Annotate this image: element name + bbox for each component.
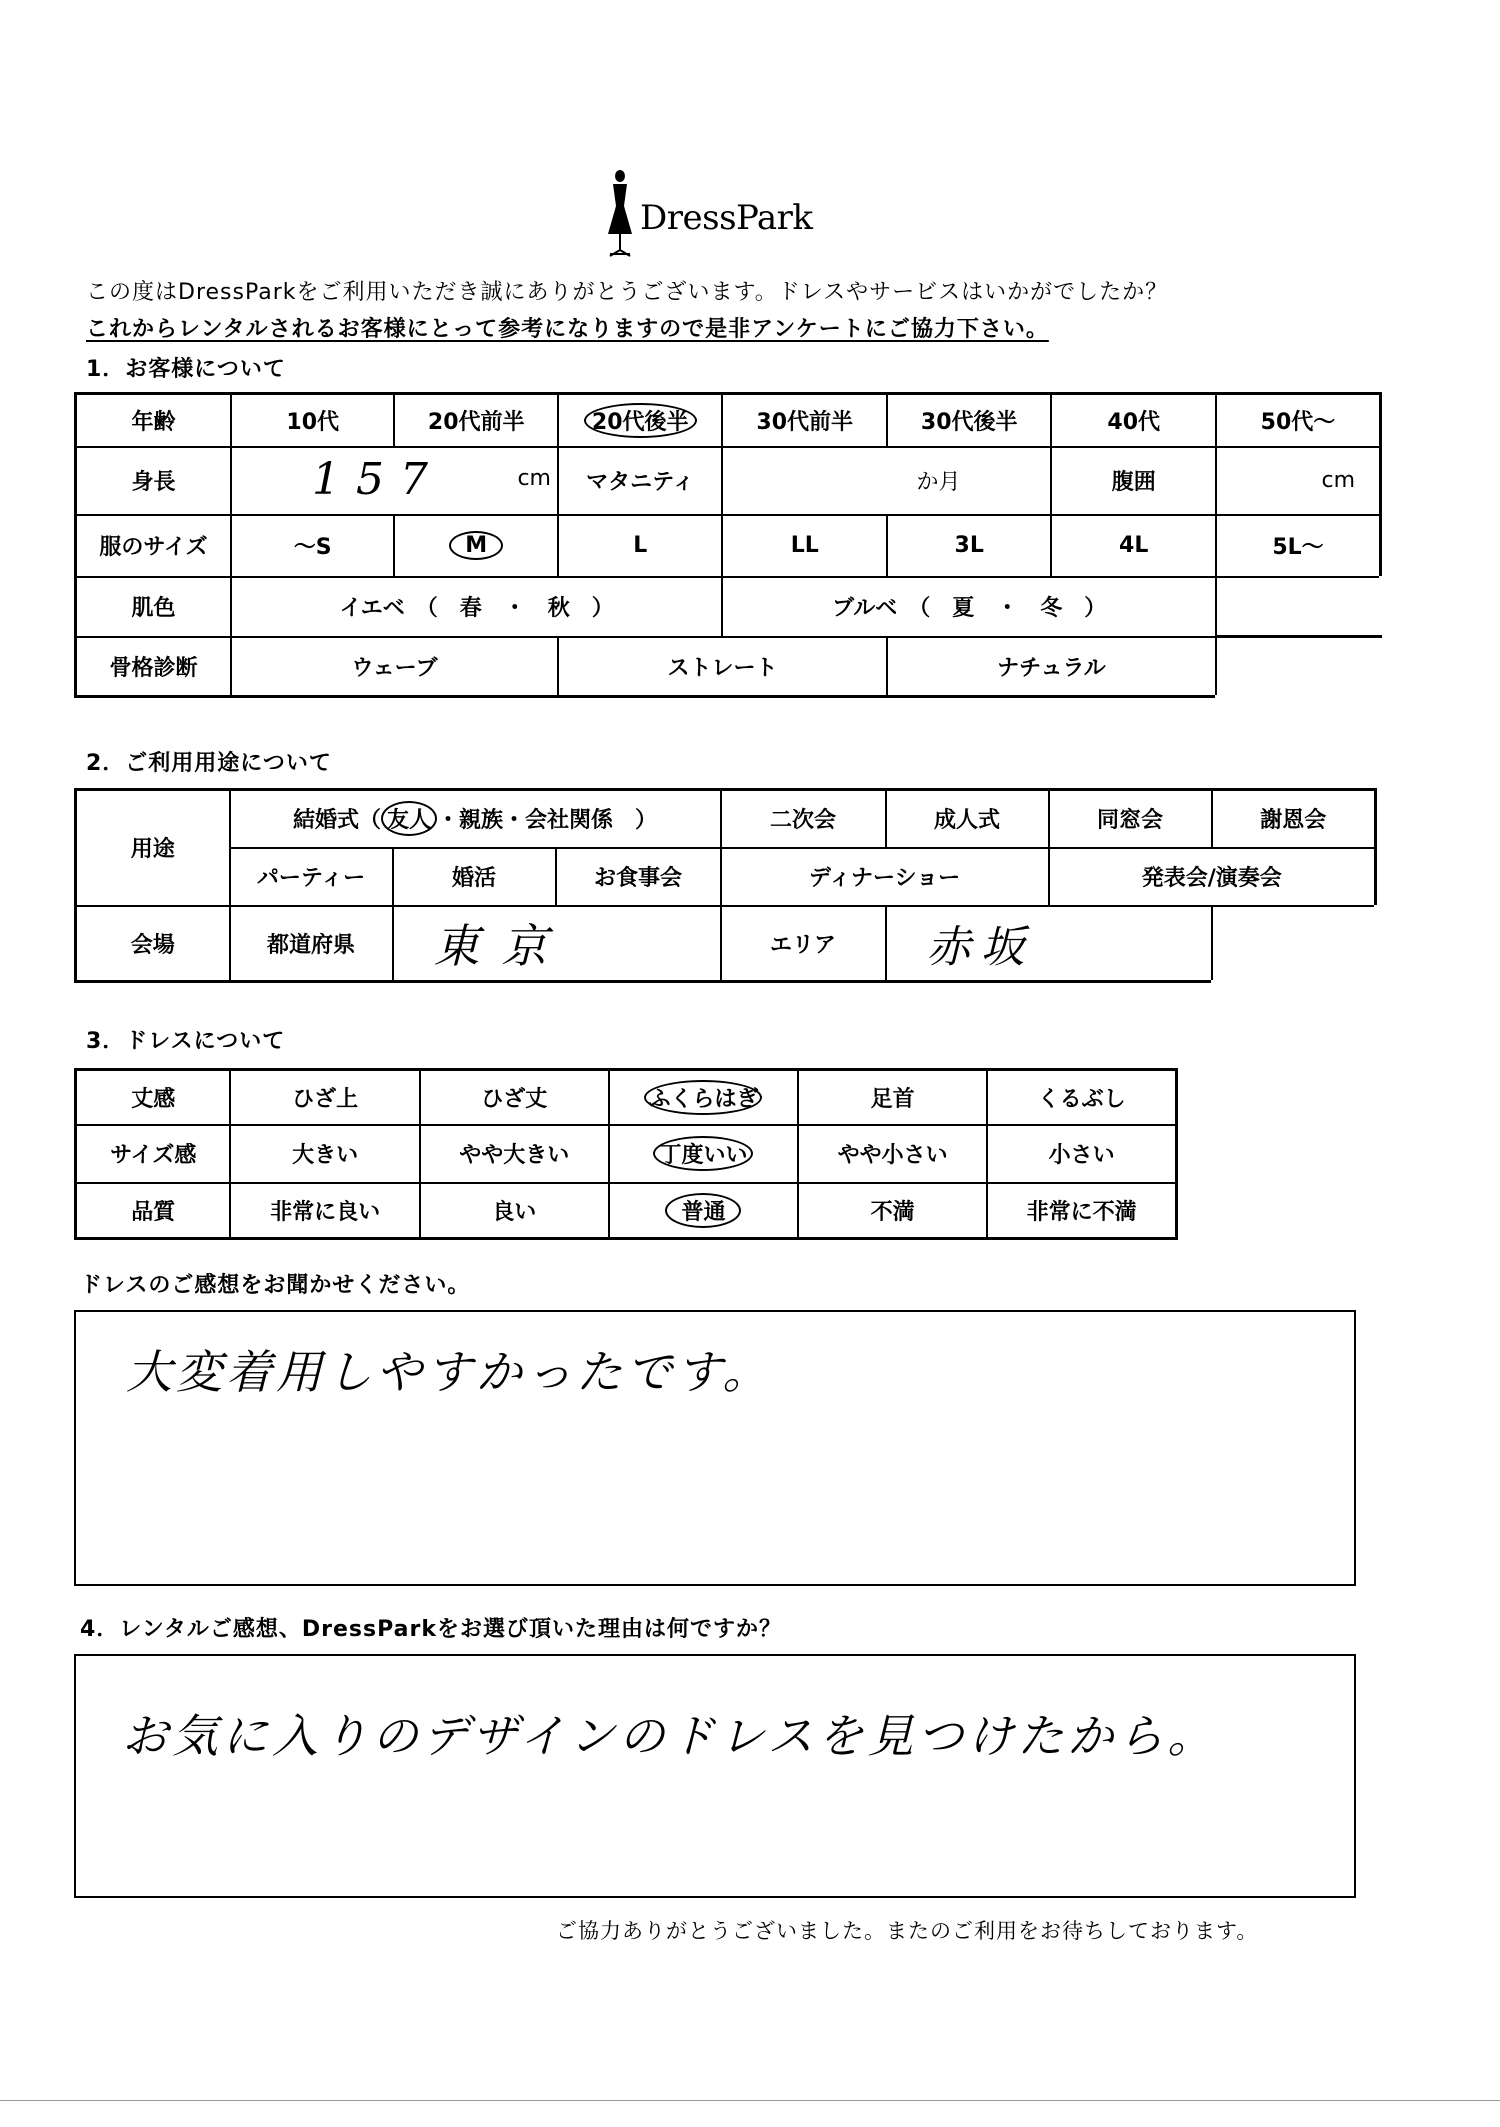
intro-text: この度はDressParkをご利用いただき誠にありがとうございます。ドレスやサービスはいかがでしたか？ xyxy=(86,280,1169,305)
size-option-selected[interactable] xyxy=(394,515,558,577)
quality-option[interactable]: 不満 xyxy=(798,1183,987,1239)
size-option[interactable]: 5L～ xyxy=(1216,515,1381,577)
quality-option[interactable]: 良い xyxy=(420,1183,609,1239)
selection-mark: 友人 xyxy=(381,801,437,836)
fit-label: サイズ感 xyxy=(76,1125,231,1183)
height-field[interactable] xyxy=(231,447,558,515)
waist-label: 腹囲 xyxy=(1051,447,1216,515)
section2-title: 2．ご利用用途について xyxy=(86,751,332,776)
age-option[interactable]: 30代前半 xyxy=(722,394,887,447)
quality-option[interactable]: 非常に良い xyxy=(230,1183,419,1239)
quality-option-selected[interactable] xyxy=(609,1183,798,1239)
length-option[interactable]: ひざ上 xyxy=(230,1070,419,1125)
usage-option[interactable]: 発表会/演奏会 xyxy=(1049,848,1376,906)
age-option[interactable]: 20代前半 xyxy=(394,394,558,447)
height-unit: cm xyxy=(517,465,551,491)
fit-option-selected[interactable] xyxy=(609,1125,798,1183)
page-edge-line xyxy=(0,2100,1500,2101)
usage-row-2 xyxy=(76,848,1376,906)
age-option[interactable]: 10代 xyxy=(231,394,395,447)
size-option[interactable]: LL xyxy=(722,515,887,577)
venue-label: 会場 xyxy=(76,906,230,982)
size-option[interactable]: L xyxy=(558,515,723,577)
frame-label: 骨格診断 xyxy=(76,637,231,697)
height-value: 157 xyxy=(311,453,444,505)
usage-option[interactable]: 成人式 xyxy=(886,790,1049,848)
closing-thanks: ご協力ありがとうございました。またのご利用をお待ちしております。 xyxy=(556,1919,1259,1943)
selection-mark: 普通 xyxy=(665,1193,741,1228)
height-row xyxy=(76,447,1381,515)
usage-row-1 xyxy=(76,790,1376,848)
wedding-rest: ・親族・会社関係 ） xyxy=(437,808,658,834)
fit-option[interactable]: やや大きい xyxy=(420,1125,609,1183)
empty-cell xyxy=(1212,906,1376,982)
skin-yellow-option[interactable]: イエベ （ 春 ・ 秋 ） xyxy=(231,577,723,637)
length-option[interactable]: 足首 xyxy=(798,1070,987,1125)
size-option[interactable]: ～S xyxy=(231,515,395,577)
age-row xyxy=(76,394,1381,447)
empty-cell xyxy=(1216,577,1381,637)
age-option[interactable]: 40代 xyxy=(1051,394,1216,447)
dresspark-logo xyxy=(600,168,860,258)
length-row xyxy=(76,1070,1177,1125)
wedding-prefix: 結婚式（ xyxy=(292,808,381,834)
usage-option[interactable]: お食事会 xyxy=(556,848,721,906)
selection-mark: 20代後半 xyxy=(584,403,697,438)
size-option[interactable]: 3L xyxy=(887,515,1052,577)
intro-request: これからレンタルされるお客様にとって参考になりますので是非アンケートにご協力下さい。 xyxy=(86,317,1049,342)
skin-label: 肌色 xyxy=(76,577,231,637)
usage-option[interactable]: 謝恩会 xyxy=(1212,790,1376,848)
selection-mark: 丁度いい xyxy=(653,1136,753,1171)
length-option-selected[interactable] xyxy=(609,1070,798,1125)
empty-cell xyxy=(1216,637,1381,697)
dress-table xyxy=(74,1068,1178,1240)
usage-option[interactable]: 二次会 xyxy=(721,790,886,848)
usage-label: 用途 xyxy=(76,790,230,906)
frame-option[interactable]: ストレート xyxy=(558,637,887,697)
usage-option[interactable]: 同窓会 xyxy=(1049,790,1212,848)
quality-label: 品質 xyxy=(76,1183,231,1239)
age-option-selected[interactable] xyxy=(558,394,723,447)
usage-option[interactable]: パーティー xyxy=(230,848,393,906)
comment-prompt: ドレスのご感想をお聞かせください。 xyxy=(80,1273,471,1298)
age-option[interactable]: 50代～ xyxy=(1216,394,1381,447)
customer-table xyxy=(74,392,1382,698)
reason-answer-box[interactable] xyxy=(74,1654,1356,1898)
frame-option[interactable]: ナチュラル xyxy=(887,637,1216,697)
waist-unit[interactable]: cm xyxy=(1216,447,1381,515)
skin-row xyxy=(76,577,1381,637)
usage-table xyxy=(74,788,1377,983)
length-option[interactable]: くるぶし xyxy=(987,1070,1176,1125)
fit-option[interactable]: 小さい xyxy=(987,1125,1176,1183)
prefecture-label: 都道府県 xyxy=(230,906,393,982)
section1-title: 1．お客様について xyxy=(86,357,286,382)
age-option[interactable]: 30代後半 xyxy=(887,394,1052,447)
selection-mark: M xyxy=(449,531,503,560)
length-label: 丈感 xyxy=(76,1070,231,1125)
wedding-option[interactable] xyxy=(230,790,721,848)
section4-title: 4．レンタルご感想、DressParkをお選び頂いた理由は何ですか？ xyxy=(80,1617,782,1642)
age-label: 年齢 xyxy=(76,394,231,447)
selection-mark: ふくらはぎ xyxy=(644,1080,762,1115)
brand-name: DressPark xyxy=(640,198,813,238)
dress-form-icon xyxy=(600,168,640,258)
size-row xyxy=(76,515,1381,577)
dress-comment-box[interactable] xyxy=(74,1310,1356,1586)
maternity-unit[interactable]: か月 xyxy=(722,447,1051,515)
fit-option[interactable]: 大きい xyxy=(230,1125,419,1183)
area-field[interactable]: 赤坂 xyxy=(886,906,1212,982)
frame-option[interactable]: ウェーブ xyxy=(231,637,558,697)
usage-option[interactable]: ディナーショー xyxy=(721,848,1049,906)
fit-option[interactable]: やや小さい xyxy=(798,1125,987,1183)
quality-option[interactable]: 非常に不満 xyxy=(987,1183,1176,1239)
height-label: 身長 xyxy=(76,447,231,515)
section3-title: 3．ドレスについて xyxy=(86,1029,286,1054)
dress-comment: 大変着用しやすかったです。 xyxy=(126,1345,773,1399)
prefecture-field[interactable]: 東京 xyxy=(393,906,721,982)
quality-row xyxy=(76,1183,1177,1239)
skin-blue-option[interactable]: ブルベ （ 夏 ・ 冬 ） xyxy=(722,577,1216,637)
usage-option[interactable]: 婚活 xyxy=(393,848,556,906)
frame-row xyxy=(76,637,1381,697)
maternity-label: マタニティ xyxy=(558,447,723,515)
length-option[interactable]: ひざ丈 xyxy=(420,1070,609,1125)
size-option[interactable]: 4L xyxy=(1051,515,1216,577)
area-label: エリア xyxy=(721,906,886,982)
venue-row xyxy=(76,906,1376,982)
fit-row xyxy=(76,1125,1177,1183)
size-label: 服のサイズ xyxy=(76,515,231,577)
reason-answer: お気に入りのデザインのドレスを見つけたから。 xyxy=(122,1709,1218,1763)
